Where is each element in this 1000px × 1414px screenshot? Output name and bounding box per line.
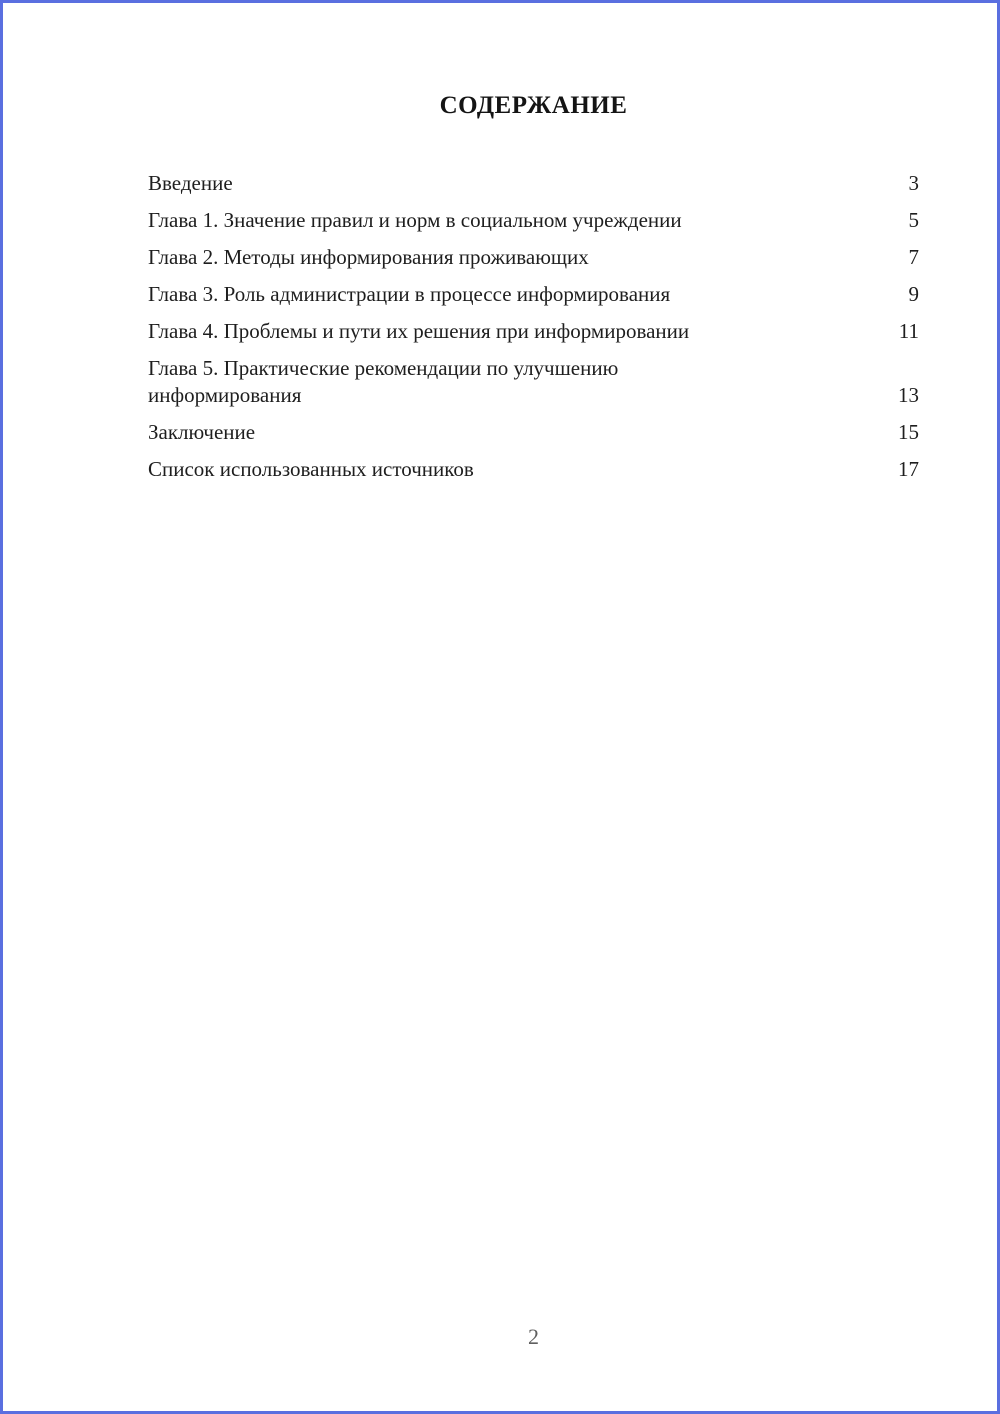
page-title: СОДЕРЖАНИЕ [439, 92, 628, 119]
toc-entry-chapter-2 [148, 244, 919, 271]
toc-entry-label: Введение [148, 171, 233, 195]
toc-entry-label: Глава 3. Роль администрации в процессе информирования [148, 282, 671, 306]
toc-entry-label: Глава 1. Значение правил и норм в социальном учреждении [148, 208, 682, 232]
toc-entry-label: Заключение [148, 420, 256, 444]
toc-entry-label: Глава 2. Методы информирования проживающих [148, 245, 589, 269]
toc-entry-page-number: 3 [908, 171, 919, 195]
toc-entry-page-number: 15 [898, 420, 919, 444]
toc-entry-page-number: 5 [908, 208, 919, 232]
toc-entry-page-number: 11 [898, 319, 919, 343]
toc-entry-label: Глава 5. Практические рекомендации по улучшению информирования [148, 356, 619, 407]
table-of-contents [148, 170, 919, 483]
toc-entry-label: Список использованных источников [148, 457, 474, 481]
toc-entry-chapter-1 [148, 207, 919, 234]
toc-entry-introduction [148, 170, 919, 197]
toc-entry-chapter-3 [148, 281, 919, 308]
toc-entry-page-number: 7 [908, 245, 919, 269]
toc-entry-chapter-5 [148, 355, 919, 409]
page-number: 2 [528, 1324, 539, 1349]
toc-entry-conclusion [148, 419, 919, 446]
toc-entry-page-number: 17 [898, 457, 919, 481]
toc-entry-page-number: 9 [908, 282, 919, 306]
toc-entry-label: Глава 4. Проблемы и пути их решения при информировании [148, 319, 690, 343]
toc-entry-page-number: 13 [898, 383, 919, 407]
toc-entry-sources [148, 456, 919, 483]
toc-entry-chapter-4 [148, 318, 919, 345]
